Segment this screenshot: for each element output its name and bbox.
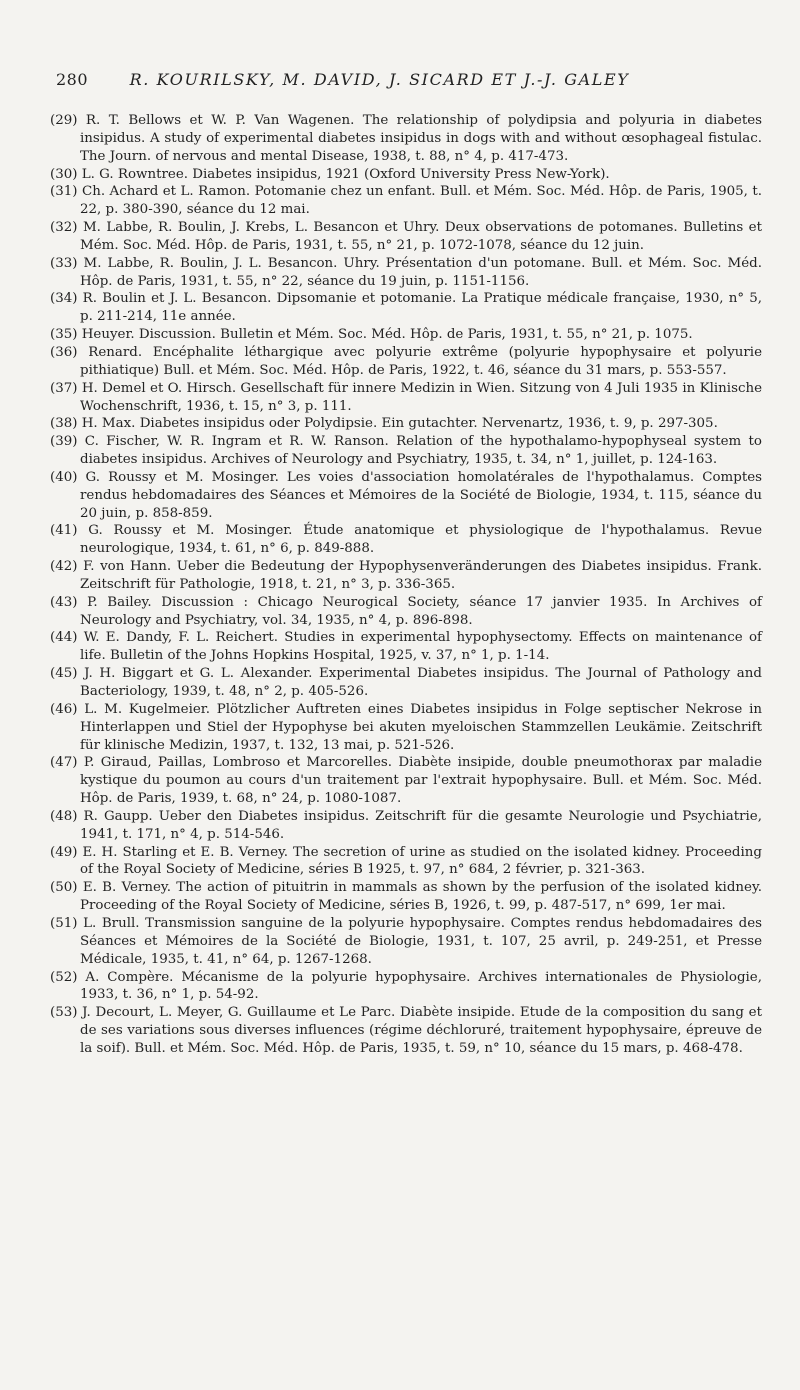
- reference-item: (51) L. Brull. Transmission sanguine de la polyurie hypophysaire. Comptes rendus hebdomadaires des Séances et Mémoires de la Société de Biologie, 1931, t. 107, 25 avril, p. 249-251, et Presse Médicale, 1935, t. 41, n° 64, p. 1267-1268.: [50, 915, 762, 967]
- reference-item: (48) R. Gaupp. Ueber den Diabetes insipidus. Zeitschrift für die gesamte Neurologie und Psychiatrie, 1941, t. 171, n° 4, p. 514-546.: [50, 808, 762, 842]
- reference-item: (45) J. H. Biggart et G. L. Alexander. Experimental Diabetes insipidus. The Journal of Pathology and Bacteriology, 1939, t. 48, n° 2, p. 405-526.: [50, 666, 762, 699]
- reference-item: (29) R. T. Bellows et W. P. Van Wagenen. The relationship of polydipsia and polyuria in diabetes insipidus. A study of experimental diabetes insipidus in dogs with and without œsophageal fistulac. The Journ. of nervous and mental Disease, 1938, t. 88, n° 4, p. 417-473.: [50, 113, 762, 164]
- reference-item: (52) A. Compère. Mécanisme de la polyurie hypophysaire. Archives internationales de Physiologie, 1933, t. 36, n° 1, p. 54-92.: [50, 969, 762, 1003]
- page-number: 280: [56, 70, 89, 89]
- reference-item: (41) G. Roussy et M. Mosinger. Étude anatomique et physiologique de l'hypothalamus. Revue neurologique, 1934, t. 61, n° 6, p. 849-888.: [50, 523, 762, 557]
- reference-item: (39) C. Fischer, W. R. Ingram et R. W. Ranson. Relation of the hypothalamo-hypophyseal system to diabetes insipidus. Archives of Neurology and Psychiatry, 1935, t. 34, n° 1, juillet, p. 124-163.: [50, 434, 762, 468]
- reference-item: (50) E. B. Verney. The action of pituitrin in mammals as shown by the perfusion of the isolated kidney. Proceeding of the Royal Society of Medicine, séries B, 1926, t. 99, p. 487-517, n° 699, 1er mai.: [50, 880, 762, 914]
- reference-item: (36) Renard. Encéphalite léthargique avec polyurie extrême (polyurie hypophysaire et polyurie pithiatique) Bull. et Mém. Soc. Méd. Hôp. de Paris, 1922, t. 46, séance du 31 mars, p. 553-557.: [50, 344, 762, 378]
- reference-item: (38) H. Max. Diabetes insipidus oder Polydipsie. Ein gutachter. Nervenartz, 1936, t. 9, p. 297-305.: [50, 416, 718, 432]
- reference-list: [50, 112, 762, 1058]
- reference-item: (44) W. E. Dandy, F. L. Reichert. Studies in experimental hypophysectomy. Effects on maintenance of life. Bulletin of the Johns Hopkins Hospital, 1925, v. 37, n° 1, p. 1-14.: [50, 630, 762, 664]
- page-header: [56, 70, 760, 89]
- reference-item: (53) J. Decourt, L. Meyer, G. Guillaume et Le Parc. Diabète insipide. Etude de la composition du sang et de ses variations sous diverses influences (régime déchloruré, traitement hypophysaire, épreuve de la soif). Bull. et Mém. Soc. Méd. Hôp. de Paris, 1935, t. 59, n° 10, séance du 15 mars, p. 468-478.: [50, 1005, 762, 1056]
- running-head: R. KOURILSKY, M. DAVID, J. SICARD ET J.-J. GALEY: [129, 70, 630, 89]
- reference-item: (32) M. Labbe, R. Boulin, J. Krebs, L. Besancon et Uhry. Deux observations de potomanes. Bulletins et Mém. Soc. Méd. Hôp. de Paris, 1931, t. 55, n° 21, p. 1072-1078, séance du 12 juin.: [50, 220, 762, 253]
- reference-item: (42) F. von Hann. Ueber die Bedeutung der Hypophysenveränderungen des Diabetes insipidus. Frank. Zeitschrift für Pathologie, 1918, t. 21, n° 3, p. 336-365.: [50, 559, 762, 592]
- reference-item: (30) L. G. Rowntree. Diabetes insipidus, 1921 (Oxford University Press New-York).: [50, 166, 610, 182]
- reference-item: (43) P. Bailey. Discussion : Chicago Neurogical Society, séance 17 janvier 1935. In Archives of Neurology and Psychiatry, vol. 34, 1935, n° 4, p. 896-898.: [50, 594, 762, 628]
- reference-item: (47) P. Giraud, Paillas, Lombroso et Marcorelles. Diabète insipide, double pneumothorax par maladie kystique du poumon au cours d'un traitement par l'extrait hypophysaire. Bull. et Mém. Soc. Méd. Hôp. de Paris, 1939, t. 68, n° 24, p. 1080-1087.: [50, 755, 762, 807]
- reference-item: (31) Ch. Achard et L. Ramon. Potomanie chez un enfant. Bull. et Mém. Soc. Méd. Hôp. de Paris, 1905, t. 22, p. 380-390, séance du 12 mai.: [50, 184, 762, 218]
- reference-item: (33) M. Labbe, R. Boulin, J. L. Besancon. Uhry. Présentation d'un potomane. Bull. et Mém. Soc. Méd. Hôp. de Paris, 1931, t. 55, n° 22, séance du 19 juin, p. 1151-1156.: [50, 255, 762, 289]
- reference-item: (49) E. H. Starling et E. B. Verney. The secretion of urine as studied on the isolated kidney. Proceeding of the Royal Society of Medicine, séries B 1925, t. 97, n° 684, 2 février, p. 321-363.: [50, 844, 762, 878]
- reference-item: (46) L. M. Kugelmeier. Plötzlicher Auftreten eines Diabetes insipidus in Folge septischer Nekrose in Hinterlappen und Stiel der Hypophyse bei akuten myeloischen Stammzellen Leukämie. Zeitschrift für klinische Medizin, 1937, t. 132, 13 mai, p. 521-526.: [50, 701, 762, 753]
- reference-item: (35) Heuyer. Discussion. Bulletin et Mém. Soc. Méd. Hôp. de Paris, 1931, t. 55, n° 21, p. 1075.: [50, 327, 693, 343]
- reference-item: (37) H. Demel et O. Hirsch. Gesellschaft für innere Medizin in Wien. Sitzung von 4 Juli 1935 in Klinische Wochenschrift, 1936, t. 15, n° 3, p. 111.: [50, 380, 762, 414]
- reference-item: (40) G. Roussy et M. Mosinger. Les voies d'association homolatérales de l'hypothalamus. Comptes rendus hebdomadaires des Séances et Mémoires de la Société de Biologie, 1934, t. 115, séance du 20 juin, p. 858-859.: [50, 469, 762, 521]
- reference-item: (34) R. Boulin et J. L. Besancon. Dipsomanie et potomanie. La Pratique médicale française, 1930, n° 5, p. 211-214, 11e année.: [50, 291, 762, 325]
